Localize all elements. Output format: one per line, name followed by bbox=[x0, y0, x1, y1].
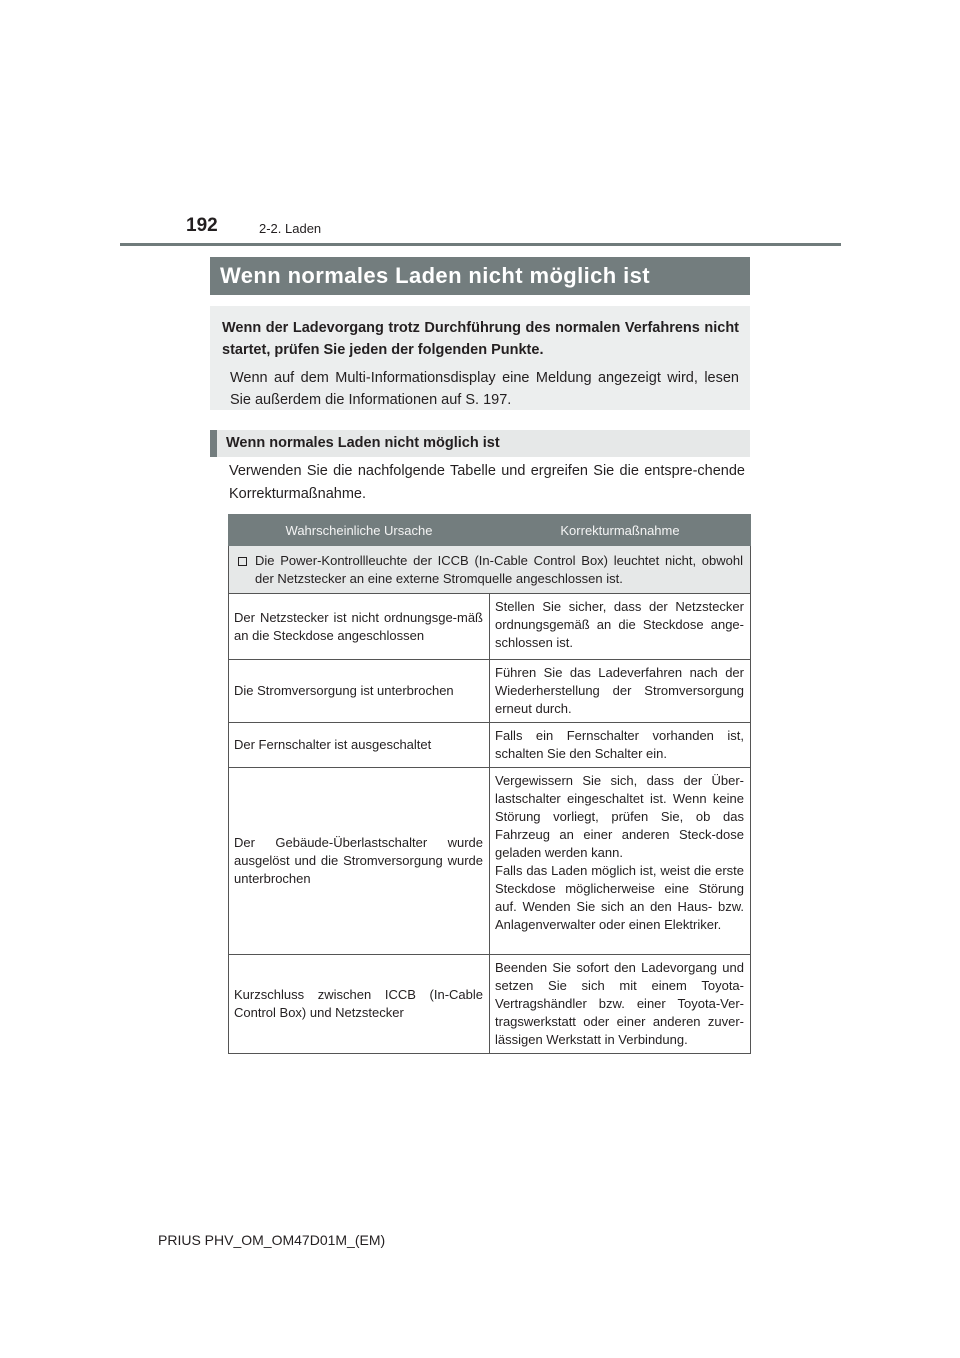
table-group-row bbox=[229, 546, 751, 594]
footer-document-id: PRIUS PHV_OM_OM47D01M_(EM) bbox=[158, 1232, 386, 1248]
subsection-heading: Wenn normales Laden nicht möglich ist bbox=[210, 430, 750, 457]
checkbox-icon bbox=[238, 557, 247, 566]
intro-box bbox=[210, 306, 750, 410]
intro-lead: Wenn der Ladevorgang trotz Durchführung des normalen Verfahrens nicht startet, prüfen Sie jeden der folgenden Punkte. bbox=[222, 320, 739, 358]
page-number: 192 bbox=[186, 215, 218, 236]
solution-cell: Stellen Sie sicher, dass der Netzstecker ordnungsgemäß an die Steckdose ange-schlossen ist. bbox=[490, 594, 751, 660]
cause-cell: Der Netzstecker ist nicht ordnungsge-mäß an die Steckdose angeschlossen bbox=[229, 594, 490, 660]
cause-cell: Der Gebäude-Überlastschalter wurde ausgelöst und die Stromversorgung wurde unterbrochen bbox=[229, 768, 490, 955]
section-reference: 2-2. Laden bbox=[259, 221, 322, 236]
solution-paragraph: Vergewissern Sie sich, dass der Über-lastschalter eingeschaltet ist. Wenn keine Störung vorliegt, prüfen Sie, ob das Fahrzeug an einer anderen Steck-dose geladen werden kann. bbox=[495, 773, 744, 860]
column-header-solution: Korrekturmaßnahme bbox=[490, 515, 751, 546]
solution-cell: Führen Sie das Ladeverfahren nach der Wiederherstellung der Stromversorgung erneut durch. bbox=[490, 660, 751, 723]
troubleshooting-table bbox=[228, 514, 751, 1054]
cause-cell: Kurzschluss zwischen ICCB (In-Cable Control Box) und Netzstecker bbox=[229, 955, 490, 1054]
solution-cell: Falls ein Fernschalter vorhanden ist, schalten Sie den Schalter ein. bbox=[490, 723, 751, 768]
intro-note: Wenn auf dem Multi-Informationsdisplay eine Meldung angezeigt wird, lesen Sie außerdem die Informationen auf S. 197. bbox=[230, 370, 739, 408]
table-group-cell bbox=[229, 546, 751, 594]
table-row bbox=[229, 660, 751, 723]
table-header-row bbox=[229, 515, 751, 546]
header-divider bbox=[120, 243, 841, 246]
table-row bbox=[229, 768, 751, 955]
solution-cell bbox=[490, 768, 751, 955]
column-header-cause: Wahrscheinliche Ursache bbox=[229, 515, 490, 546]
page-title: Wenn normales Laden nicht möglich ist bbox=[210, 257, 750, 295]
subsection-text: Verwenden Sie die nachfolgende Tabelle und ergreifen Sie die entspre-chende Korrekturmaßnahme. bbox=[229, 463, 745, 502]
cause-cell: Der Fernschalter ist ausgeschaltet bbox=[229, 723, 490, 768]
group-label: Die Power-Kontrollleuchte der ICCB (In-Cable Control Box) leuchtet nicht, obwohl der Netzstecker an eine externe Stromquelle angeschlossen ist. bbox=[255, 552, 743, 586]
table-row bbox=[229, 955, 751, 1054]
solution-paragraph: Falls das Laden möglich ist, weist die erste Steckdose möglicherweise eine Störung auf. Wenden Sie sich an den Haus- bzw. Anlagenverwalter oder einen Elektriker. bbox=[495, 863, 744, 932]
table-row bbox=[229, 723, 751, 768]
table-row bbox=[229, 594, 751, 660]
solution-cell: Beenden Sie sofort den Ladevorgang und setzen Sie sich mit einem Toyota-Vertragshändler bzw. einer Toyota-Ver-tragswerkstatt oder einer anderen zuver-lässigen Werkstatt in Verbindung. bbox=[490, 955, 751, 1054]
cause-cell: Die Stromversorgung ist unterbrochen bbox=[229, 660, 490, 723]
